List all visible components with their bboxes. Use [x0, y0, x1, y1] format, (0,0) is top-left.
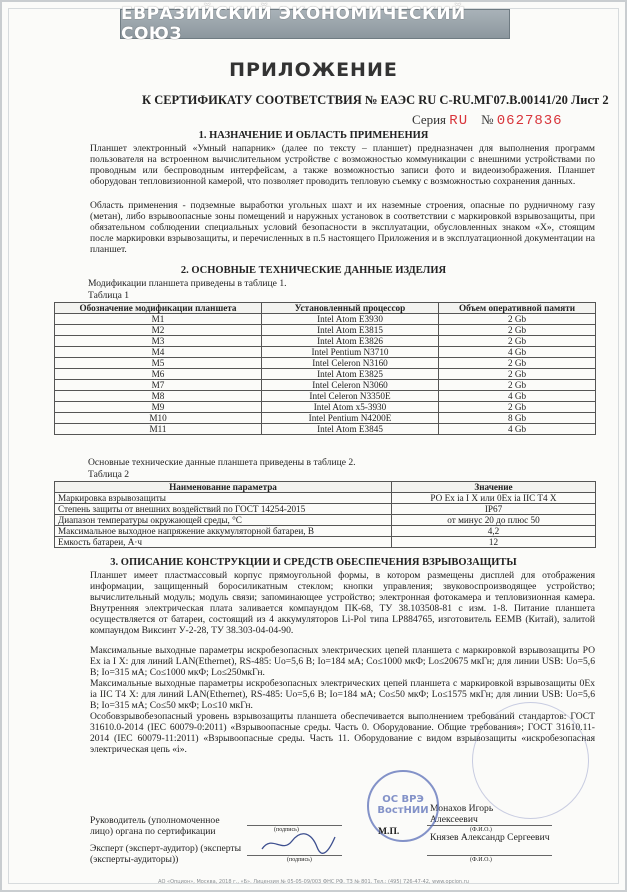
table-cell: Intel Celeron N3350E	[262, 391, 439, 402]
name-line-1	[427, 825, 552, 826]
table-cell: Intel Atom E3845	[262, 424, 439, 435]
table-cell: M3	[55, 336, 262, 347]
section-3-heading: 3. ОПИСАНИЕ КОНСТРУКЦИИ И СРЕДСТВ ОБЕСПЕЧЕНИЯ ВЗРЫВОЗАЩИТЫ	[110, 557, 517, 568]
table-cell: M9	[55, 402, 262, 413]
signatory-2-name: Князев Александр Сергеевич	[430, 832, 550, 843]
technical-data-table	[54, 481, 596, 548]
table-row	[55, 402, 596, 413]
faded-stamp	[472, 702, 589, 819]
table-row	[55, 537, 596, 548]
table-cell: Intel Pentium N3710	[262, 347, 439, 358]
signature-line-1	[247, 825, 342, 826]
table-header: Установленный процессор	[262, 303, 439, 314]
name-line-2	[427, 855, 552, 856]
section-1-paragraph-2: Область применения - подземные выработки угольных шахт и их наземные строения, опасные по рудничному газу (метан), либо взрывоопасные зоны помещений и наружных установок в соответствии с маркировкой взрывозащиты, при обязательном соблюдении специальных условий безопасности в эксплуатации, обусловленных знаком «Х», стоящим после маркировки взрывозащиты, и перечисленных в п.5 настоящего Приложения и в эксплуатационной документации на планшет.	[90, 200, 595, 255]
table-2-label: Таблица 2	[88, 469, 130, 480]
table-cell: Емкость батареи, А·ч	[55, 537, 392, 548]
table-cell: Степень защиты от внешних воздействий по ГОСТ 14254-2015	[55, 504, 392, 515]
table-cell: Intel Atom x5-3930	[262, 402, 439, 413]
seal-mark: М.П.	[378, 826, 400, 837]
table-cell: Intel Celeron N3060	[262, 380, 439, 391]
page-title: ПРИЛОЖЕНИЕ	[229, 59, 398, 81]
table-cell: 4 Gb	[439, 424, 596, 435]
table-cell: M10	[55, 413, 262, 424]
table-cell: M6	[55, 369, 262, 380]
table-row	[55, 493, 596, 504]
table-row	[55, 424, 596, 435]
signatory-1-role: Руководитель (уполномоченное лицо) органа по сертификации	[90, 815, 220, 837]
stamp-text: ОС ВРЭ ВостНИИ	[377, 794, 429, 816]
table-row	[55, 347, 596, 358]
table-header: Наименование параметра	[55, 482, 392, 493]
certificate-reference: К СЕРТИФИКАТУ СООТВЕТСТВИЯ № ЕАЭС RU С-RU.МГ07.В.00141/20 Лист 2	[142, 93, 609, 107]
section-1-heading: 1. НАЗНАЧЕНИЕ И ОБЛАСТЬ ПРИМЕНЕНИЯ	[198, 130, 429, 141]
table-cell: M8	[55, 391, 262, 402]
table-cell: M5	[55, 358, 262, 369]
table-row	[55, 325, 596, 336]
table-cell: M1	[55, 314, 262, 325]
table-cell: M11	[55, 424, 262, 435]
handwritten-signature	[257, 829, 337, 859]
table-cell: M4	[55, 347, 262, 358]
table-cell: 2 Gb	[439, 314, 596, 325]
table-row	[55, 369, 596, 380]
series-number	[412, 112, 563, 129]
table-row	[55, 314, 596, 325]
table-cell: 4 Gb	[439, 347, 596, 358]
table-cell: M7	[55, 380, 262, 391]
section-3-paragraph-2: Максимальные выходные параметры искробезопасных электрических цепей планшета с маркировкой взрывозащиты РО Ex ia I X: для линий LAN(Ethernet), RS-485: Uo=5,6 В; Io=184 мА; Co≤1000 мкФ; Lo≤20675 мкГн; для линии USB: Uo=5,6 В; Io=315 мА; Co≤1000 мкФ; Lo≤250мкГн.	[90, 645, 595, 678]
table-row	[55, 504, 596, 515]
table-header: Обозначение модификации планшета	[55, 303, 262, 314]
signatory-2-role: Эксперт (эксперт-аудитор) (эксперты (эксперты-аудиторы))	[90, 843, 242, 865]
table-cell: Intel Celeron N3160	[262, 358, 439, 369]
table-cell: Максимальное выходное напряжение аккумуляторной батареи, В	[55, 526, 392, 537]
table-cell: 4 Gb	[439, 391, 596, 402]
table-cell: Intel Atom E3826	[262, 336, 439, 347]
table-cell: Intel Atom E3930	[262, 314, 439, 325]
section-3-paragraph-1: Планшет имеет пластмассовый корпус прямоугольной формы, в котором размещены дисплей для отображения информации, защищенный боросиликатным стеклом; кнопки управления; звуковоспроизводящее устройство; вычислительный модуль; модуль связи; запоминающее устройство; электронная фотокамера и тепловизионная камера. Внутренняя электрическая плата заливается компаундом ПК-68, ТУ 38.103508-81 с изм. 1-8. Питание планшета осуществляется от батареи, состоящий из 4 аккумуляторов Li-Pol типа LP884765, изготовитель EEMB (Китай), залитой компаундом Виксинт У-2-28, ТУ 38.303-04-04-90.	[90, 570, 595, 636]
table-header: Объем оперативной памяти	[439, 303, 596, 314]
section-2-heading: 2. ОСНОВНЫЕ ТЕХНИЧЕСКИЕ ДАННЫЕ ИЗДЕЛИЯ	[180, 265, 447, 276]
signature-1-caption: (подпись)	[274, 827, 299, 833]
table-cell: M2	[55, 325, 262, 336]
printer-footer: АО «Опцион», Москва, 2018 г., «Б». Лицензия № 05-05-09/003 ФНС РФ. ТЗ № 801. Тел.: (495) 726-47-42, www.opcion.ru	[158, 879, 469, 885]
name-1-caption: (Ф.И.О.)	[470, 827, 492, 833]
table-row	[55, 336, 596, 347]
signature-2-caption: (подпись)	[287, 857, 312, 863]
table-cell: 2 Gb	[439, 380, 596, 391]
union-banner	[120, 4, 510, 44]
banner-text: ЕВРАЗИЙСКИЙ ЭКОНОМИЧЕСКИЙ СОЮЗ	[121, 4, 466, 44]
table-cell: 2 Gb	[439, 358, 596, 369]
table-header: Значение	[392, 482, 596, 493]
table-row	[55, 358, 596, 369]
table-row	[55, 391, 596, 402]
table-header-row	[55, 482, 596, 493]
table-cell: 2 Gb	[439, 325, 596, 336]
table-cell: 4,2	[392, 526, 596, 537]
table-cell: IP67	[392, 504, 596, 515]
name-2-caption: (Ф.И.О.)	[470, 857, 492, 863]
table-row	[55, 515, 596, 526]
section-1-paragraph-1: Планшет электронный «Умный напарник» (далее по тексту – планшет) предназначен для выполнения программ пользователя на встроенном вычислительном устройстве с возможностью коммуникации с внешними устройствами по проводным или беспроводным интерфейсам, а также возможностью записи фото и видеоизображения. Планшет оборудован тепловизионной камерой, что позволяет проводить тепловую съемку с возможностью сохранения данных.	[90, 143, 595, 187]
table-row	[55, 526, 596, 537]
table-cell: 12	[392, 537, 596, 548]
table-cell: РО Ex ia I X или 0Ex ia IIC T4 X	[392, 493, 596, 504]
table-cell: Intel Atom E3815	[262, 325, 439, 336]
number-value: 0627836	[496, 113, 563, 129]
table-header-row	[55, 303, 596, 314]
table-row	[55, 413, 596, 424]
series-label: Серия	[412, 112, 447, 127]
table-cell: 2 Gb	[439, 369, 596, 380]
table-cell: 2 Gb	[439, 336, 596, 347]
number-label: №	[481, 112, 494, 127]
section-3-paragraph-4: Особовзрывобезопасный уровень взрывозащиты планшета обеспечивается выполнением требований стандартов: ГОСТ 31610.0-2014 (IEC 60079-0:2011) «Взрывоопасные среды. Часть 0. Оборудование. Общие требования»; ГОСТ 31610.11-2014 (IEC 60079-11:2011) «Взрывоопасные среды. Часть 11. Оборудование с видом взрывозащиты «искробезопасная электрическая цепь «i».	[90, 711, 595, 755]
section-2-intro-2: Основные технические данные планшета приведены в таблице 2.	[88, 457, 356, 468]
modifications-table	[54, 302, 596, 435]
table-cell: Intel Atom E3825	[262, 369, 439, 380]
table-cell: Маркировка взрывозащиты	[55, 493, 392, 504]
table-cell: Диапазон температуры окружающей среды, °С	[55, 515, 392, 526]
section-2-intro: Модификации планшета приведены в таблице 1.	[88, 278, 287, 289]
table-cell: от минус 20 до плюс 50	[392, 515, 596, 526]
series-value: RU	[449, 113, 469, 129]
table-cell: Intel Pentium N4200E	[262, 413, 439, 424]
signatory-1-name: Монахов Игорь Алексеевич	[430, 803, 494, 825]
section-3-paragraph-3: Максимальные выходные параметры искробезопасных электрических цепей планшета с маркировкой взрывозащиты 0Ex ia IIC T4 X: для линий LAN(Ethernet), RS-485: Uo=5,6 В; Io=184 мА; Co≤50 мкФ; Lo≤1575 мкГн; для линии USB: Uo=5,6 В; Io=315 мА; Co≤50 мкФ; Lo≤10 мкГн.	[90, 678, 595, 711]
table-cell: 2 Gb	[439, 402, 596, 413]
table-row	[55, 380, 596, 391]
table-1-label: Таблица 1	[88, 290, 130, 301]
table-cell: 8 Gb	[439, 413, 596, 424]
